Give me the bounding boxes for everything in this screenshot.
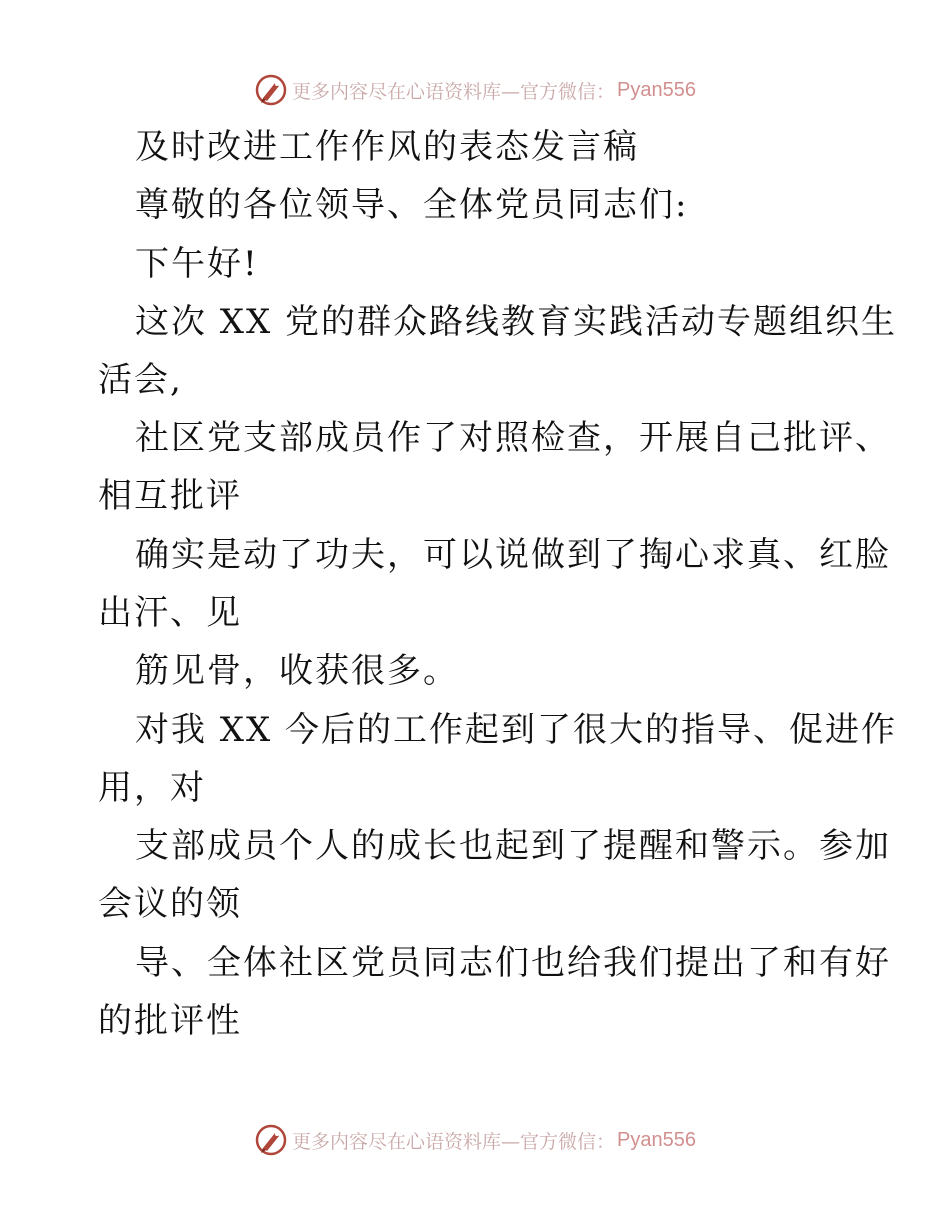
- paragraph-line: 的批评性: [98, 1001, 242, 1041]
- paragraph-line: 确实是动了功夫，可以说做到了掏心求真、红脸: [135, 535, 891, 575]
- watermark-wechat-id: Pyan556: [617, 78, 696, 101]
- salutation: 尊敬的各位领导、全体党员同志们:: [135, 185, 689, 225]
- pen-logo-icon: [254, 1123, 288, 1157]
- paragraph-line: 筋见骨，收获很多。: [135, 651, 459, 691]
- paragraph-line: 活会,: [98, 360, 183, 400]
- paragraph-line: 导、全体社区党员同志们也给我们提出了和有好: [135, 943, 891, 983]
- paragraph-line: 相互批评: [98, 476, 242, 516]
- greeting: 下午好!: [135, 244, 259, 284]
- watermark-text: 更多内容尽在心语资料库—官方微信：: [292, 80, 616, 103]
- watermark-wechat-id: Pyan556: [617, 1128, 696, 1151]
- paragraph-line: 会议的领: [98, 884, 242, 924]
- footer-watermark: [0, 1120, 950, 1160]
- watermark-text: 更多内容尽在心语资料库—官方微信：: [292, 1130, 616, 1153]
- paragraph-line: 出汗、见: [98, 593, 242, 633]
- paragraph-line: 这次 XX 党的群众路线教育实践活动专题组织生: [135, 302, 898, 342]
- paragraph-line: 用，对: [98, 768, 206, 808]
- header-watermark: [0, 70, 950, 110]
- paragraph-line: 社区党支部成员作了对照检查，开展自己批评、: [135, 418, 891, 458]
- document-title: 及时改进工作作风的表态发言稿: [135, 127, 639, 167]
- pen-logo-icon: [254, 73, 288, 107]
- paragraph-line: 对我 XX 今后的工作起到了很大的指导、促进作: [135, 710, 898, 750]
- paragraph-line: 支部成员个人的成长也起到了提醒和警示。参加: [135, 826, 891, 866]
